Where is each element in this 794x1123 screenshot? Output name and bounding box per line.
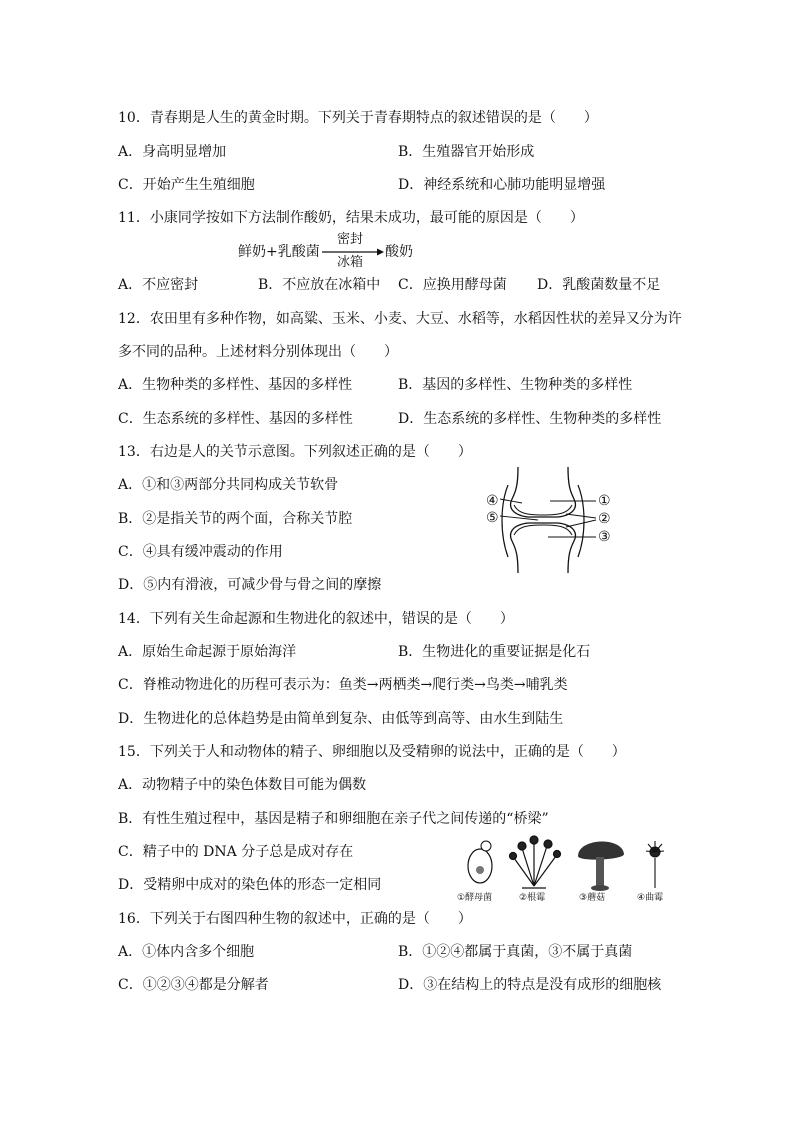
q11-option-d: D．乳酸菌数量不足	[537, 277, 661, 293]
q14-option-c: C．脊椎动物进化的历程可表示为：鱼类→两栖类→爬行类→鸟类→哺乳类	[118, 677, 568, 693]
question-16-stem: 16．下列关于右图四种生物的叙述中，正确的是（ ）	[118, 911, 472, 927]
organism-label-2: ②根霉	[519, 893, 546, 903]
q12-option-a: A．生物种类的多样性、基因的多样性	[118, 377, 353, 393]
organism-label-3: ③蘑菇	[579, 893, 606, 903]
q12-option-d: D．生态系统的多样性、生物种类的多样性	[398, 411, 662, 427]
q11-option-b: B．不应放在冰箱中	[258, 277, 381, 293]
flow-arrow-icon	[322, 247, 384, 257]
question-12-stem-cont: 多不同的品种。上述材料分别体现出（ ）	[118, 344, 398, 360]
q11-option-c: C．应换用酵母菌	[398, 277, 507, 293]
organism-label-1: ①酵母菌	[457, 893, 493, 903]
q10-option-c: C．开始产生生殖细胞	[118, 177, 255, 193]
q10-option-b: B．生殖器官开始形成	[398, 144, 535, 160]
mushroom-icon	[578, 841, 624, 891]
q14-option-b: B．生物进化的重要证据是化石	[398, 644, 591, 660]
joint-label-1: ①	[598, 493, 611, 509]
flow-above: 密封	[337, 232, 364, 247]
q14-option-d: D．生物进化的总体趋势是由简单到复杂、由低等到高等、由水生到陆生	[118, 711, 564, 727]
upper-bone	[511, 467, 576, 517]
question-15-stem: 15．下列关于人和动物体的精子、卵细胞以及受精卵的说法中，正确的是（ ）	[118, 744, 626, 760]
q16-option-c: C．①②③④都是分解者	[118, 977, 269, 993]
question-13-stem: 13．右边是人的关节示意图。下列叙述正确的是（ ）	[118, 444, 472, 460]
q16-option-a: A．①体内含多个细胞	[118, 944, 255, 960]
question-14-stem: 14．下列有关生命起源和生物进化的叙述中，错误的是（ ）	[118, 611, 514, 627]
question-11-stem: 11．小康同学按如下方法制作酸奶，结果未成功，最可能的原因是（ ）	[118, 210, 584, 226]
yeast-icon	[468, 841, 492, 883]
question-10-stem: 10．青春期是人生的黄金时期。下列关于青春期特点的叙述错误的是（ ）	[118, 110, 598, 126]
q15-option-a: A．动物精子中的染色体数目可能为偶数	[118, 777, 367, 793]
q11-option-a: A．不应密封	[118, 277, 199, 293]
joint-label-2: ②	[598, 511, 611, 527]
rhizopus-icon	[510, 836, 561, 888]
q12-option-c: C．生态系统的多样性、基因的多样性	[118, 411, 353, 427]
aspergillus-icon	[646, 841, 664, 888]
q16-option-b: B．①②④都属于真菌，③不属于真菌	[398, 944, 633, 960]
flow-below: 冰箱	[337, 255, 364, 270]
question-12-stem: 12．农田里有多种作物，如高粱、玉米、小麦、大豆、水稻等，水稻因性状的差异又分为许	[118, 311, 682, 327]
q12-option-b: B．基因的多样性、生物种类的多样性	[398, 377, 633, 393]
q16-option-d: D．③在结构上的特点是没有成形的细胞核	[398, 977, 662, 993]
joint-capsule	[502, 485, 508, 557]
q13-option-c: C．④具有缓冲震动的作用	[118, 544, 283, 560]
q10-option-d: D．神经系统和心肺功能明显增强	[398, 177, 606, 193]
q15-option-c: C．精子中的 DNA 分子总是成对存在	[118, 844, 354, 860]
lower-bone	[511, 523, 576, 573]
q15-option-b: B．有性生殖过程中，基因是精子和卵细胞在亲子代之间传递的“桥梁”	[118, 811, 549, 827]
flow-left: 鲜奶+乳酸菌	[238, 244, 320, 260]
q15-option-d: D．受精卵中成对的染色体的形态一定相同	[118, 877, 382, 893]
q13-option-b: B．②是指关节的两个面，合称关节腔	[118, 511, 353, 527]
joint-label-5: ⑤	[486, 510, 499, 526]
joint-label-4: ④	[486, 493, 499, 509]
q10-option-a: A．身高明显增加	[118, 144, 227, 160]
joint-label-3: ③	[598, 529, 611, 545]
q13-option-d: D．⑤内有滑液，可减少骨与骨之间的摩擦	[118, 577, 382, 593]
organism-label-4: ④曲霉	[637, 893, 664, 903]
q14-option-a: A．原始生命起源于原始海洋	[118, 644, 297, 660]
q13-option-a: A．①和③两部分共同构成关节软骨	[118, 477, 339, 493]
flow-right: 酸奶	[385, 244, 413, 260]
